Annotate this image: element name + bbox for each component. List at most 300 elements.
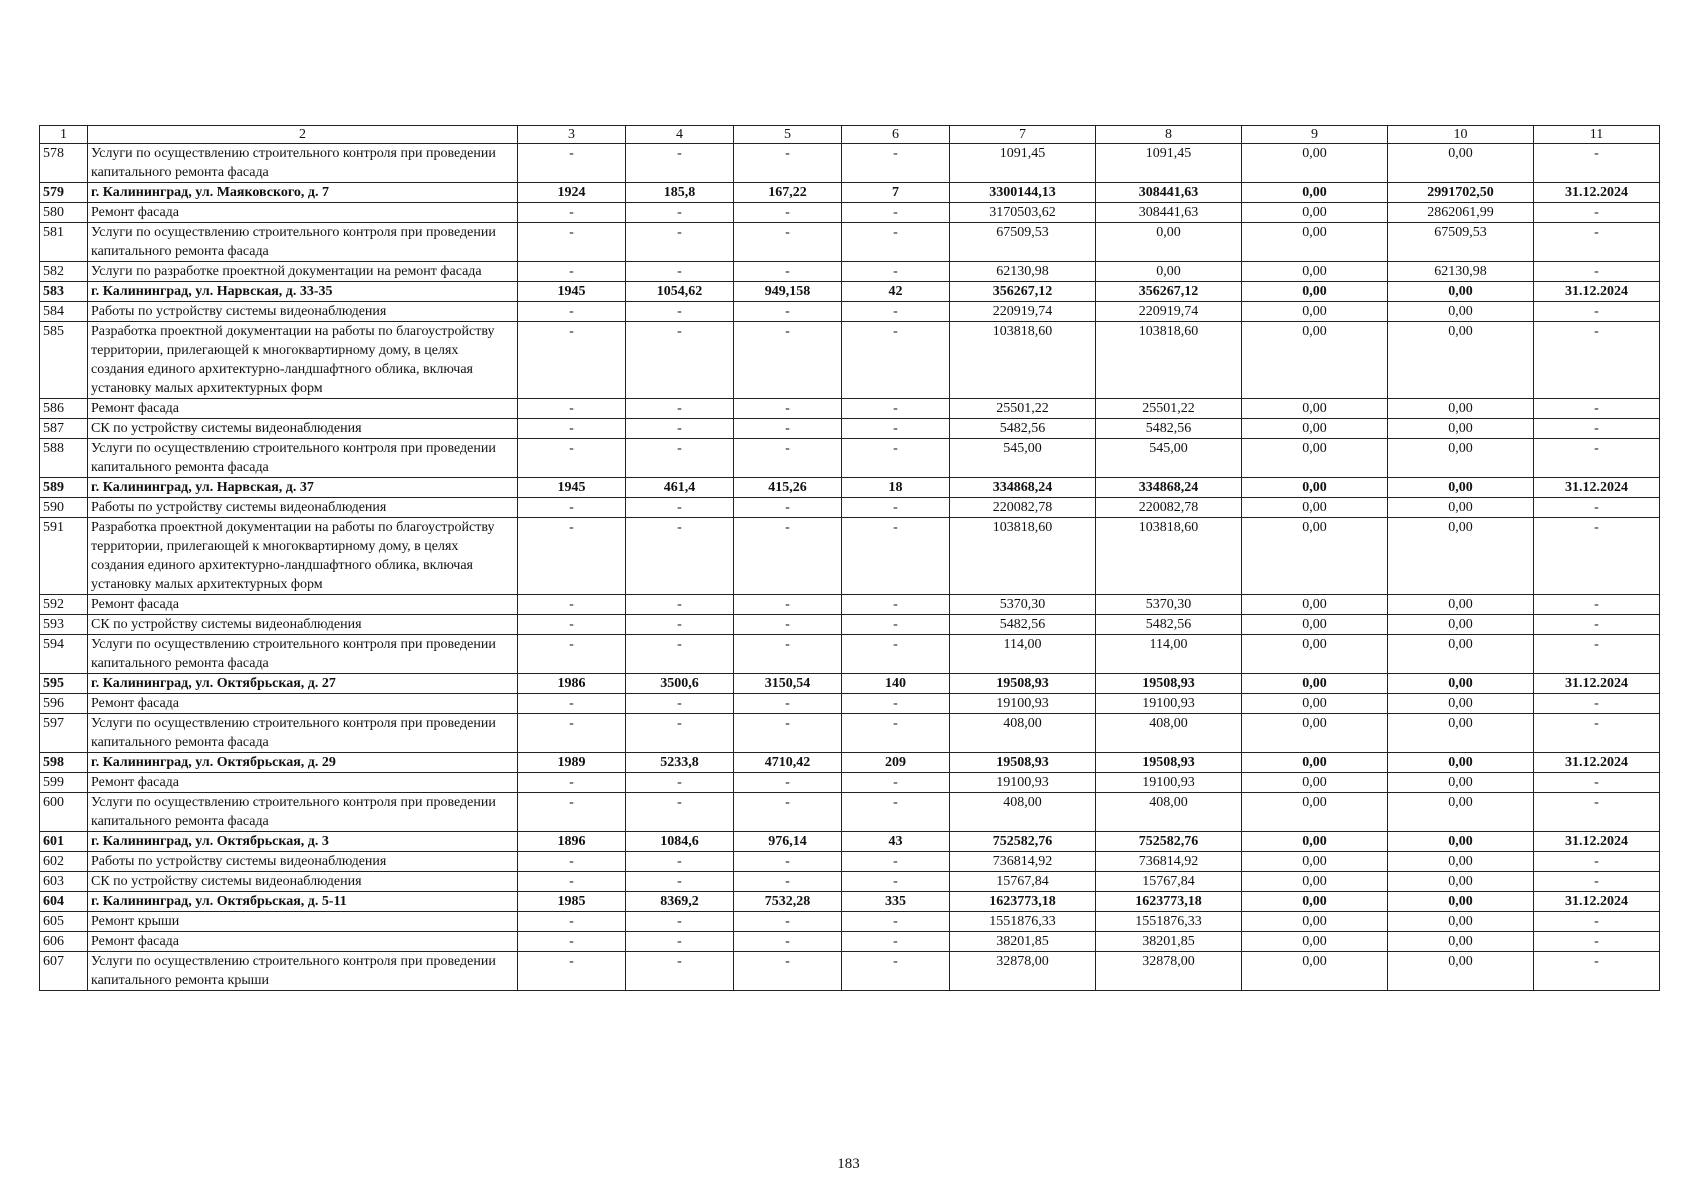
description-cell: Ремонт фасада (88, 773, 518, 793)
description-cell: Услуги по осуществлению строительного контроля при проведении капитального ремонта крыши (88, 952, 518, 991)
row-number-cell: 605 (40, 912, 88, 932)
table-row (40, 595, 1660, 615)
value-cell: 334868,24 (950, 478, 1096, 498)
value-cell: - (734, 439, 842, 478)
value-cell: - (1534, 793, 1660, 832)
row-number-cell: 607 (40, 952, 88, 991)
value-cell: - (842, 694, 950, 714)
value-cell: - (626, 714, 734, 753)
value-cell: 5233,8 (626, 753, 734, 773)
value-cell: 461,4 (626, 478, 734, 498)
value-cell: 1091,45 (1096, 144, 1242, 183)
value-cell: - (842, 399, 950, 419)
value-cell: 0,00 (1242, 674, 1388, 694)
value-cell: - (626, 322, 734, 399)
description-cell: Ремонт фасада (88, 932, 518, 952)
address-row (40, 282, 1660, 302)
value-cell: - (626, 223, 734, 262)
value-cell: - (518, 399, 626, 419)
value-cell: - (734, 912, 842, 932)
row-number-cell: 601 (40, 832, 88, 852)
value-cell: 1985 (518, 892, 626, 912)
value-cell: - (734, 302, 842, 322)
value-cell: 0,00 (1388, 302, 1534, 322)
value-cell: - (626, 852, 734, 872)
value-cell: 62130,98 (950, 262, 1096, 282)
row-number-cell: 593 (40, 615, 88, 635)
row-number-cell: 591 (40, 518, 88, 595)
value-cell: 31.12.2024 (1534, 892, 1660, 912)
value-cell: 38201,85 (950, 932, 1096, 952)
value-cell: 15767,84 (1096, 872, 1242, 892)
value-cell: 0,00 (1388, 615, 1534, 635)
value-cell: - (842, 439, 950, 478)
table-row (40, 223, 1660, 262)
description-cell: Услуги по осуществлению строительного контроля при проведении капитального ремонта фасада (88, 223, 518, 262)
value-cell: 736814,92 (1096, 852, 1242, 872)
value-cell: 19100,93 (950, 694, 1096, 714)
table-row (40, 419, 1660, 439)
row-number-cell: 584 (40, 302, 88, 322)
description-cell: Услуги по осуществлению строительного контроля при проведении капитального ремонта фасада (88, 439, 518, 478)
value-cell: 0,00 (1388, 498, 1534, 518)
table-row (40, 615, 1660, 635)
value-cell: 32878,00 (1096, 952, 1242, 991)
value-cell: - (734, 518, 842, 595)
value-cell: - (1534, 322, 1660, 399)
value-cell: - (626, 498, 734, 518)
value-cell: - (626, 419, 734, 439)
value-cell: 545,00 (1096, 439, 1242, 478)
value-cell: 0,00 (1242, 773, 1388, 793)
value-cell: - (734, 144, 842, 183)
value-cell: 0,00 (1388, 144, 1534, 183)
value-cell: - (734, 419, 842, 439)
table-row (40, 773, 1660, 793)
value-cell: 0,00 (1388, 912, 1534, 932)
value-cell: 0,00 (1388, 694, 1534, 714)
value-cell: - (518, 223, 626, 262)
row-number-cell: 602 (40, 852, 88, 872)
value-cell: 0,00 (1388, 952, 1534, 991)
table-row (40, 793, 1660, 832)
row-number-cell: 587 (40, 419, 88, 439)
value-cell: 308441,63 (1096, 183, 1242, 203)
value-cell: - (518, 322, 626, 399)
description-cell: Работы по устройству системы видеонаблюдения (88, 852, 518, 872)
row-number-cell: 599 (40, 773, 88, 793)
value-cell: 0,00 (1242, 912, 1388, 932)
table-body (40, 144, 1660, 991)
description-cell: Работы по устройству системы видеонаблюдения (88, 498, 518, 518)
value-cell: 0,00 (1242, 203, 1388, 223)
value-cell: - (518, 912, 626, 932)
value-cell: 7532,28 (734, 892, 842, 912)
value-cell: 0,00 (1242, 322, 1388, 399)
value-cell: 5370,30 (950, 595, 1096, 615)
value-cell: 43 (842, 832, 950, 852)
value-cell: 25501,22 (950, 399, 1096, 419)
description-cell: Услуги по осуществлению строительного контроля при проведении капитального ремонта фасада (88, 144, 518, 183)
row-number-cell: 581 (40, 223, 88, 262)
value-cell: 3300144,13 (950, 183, 1096, 203)
value-cell: - (842, 952, 950, 991)
row-number-cell: 606 (40, 932, 88, 952)
value-cell: 167,22 (734, 183, 842, 203)
value-cell: 0,00 (1242, 635, 1388, 674)
column-header: 11 (1534, 126, 1660, 144)
value-cell: - (734, 399, 842, 419)
value-cell: - (1534, 498, 1660, 518)
value-cell: 0,00 (1242, 892, 1388, 912)
value-cell: 1623773,18 (1096, 892, 1242, 912)
table-row (40, 635, 1660, 674)
value-cell: 0,00 (1388, 892, 1534, 912)
value-cell: 0,00 (1388, 773, 1534, 793)
value-cell: 1945 (518, 282, 626, 302)
description-cell: г. Калининград, ул. Октябрьская, д. 27 (88, 674, 518, 694)
description-cell: Услуги по осуществлению строительного контроля при проведении капитального ремонта фасада (88, 793, 518, 832)
column-header: 3 (518, 126, 626, 144)
description-cell: Ремонт крыши (88, 912, 518, 932)
row-number-cell: 596 (40, 694, 88, 714)
value-cell: 415,26 (734, 478, 842, 498)
row-number-cell: 583 (40, 282, 88, 302)
value-cell: - (518, 635, 626, 674)
address-row (40, 183, 1660, 203)
value-cell: - (734, 635, 842, 674)
value-cell: 3500,6 (626, 674, 734, 694)
value-cell: - (1534, 635, 1660, 674)
value-cell: 42 (842, 282, 950, 302)
value-cell: - (842, 302, 950, 322)
value-cell: 0,00 (1242, 262, 1388, 282)
value-cell: 103818,60 (1096, 518, 1242, 595)
value-cell: - (842, 773, 950, 793)
value-cell: - (734, 223, 842, 262)
value-cell: 0,00 (1388, 635, 1534, 674)
column-header: 9 (1242, 126, 1388, 144)
value-cell: 114,00 (950, 635, 1096, 674)
value-cell: - (734, 714, 842, 753)
value-cell: - (842, 144, 950, 183)
description-cell: г. Калининград, ул. Нарвская, д. 37 (88, 478, 518, 498)
table-row (40, 714, 1660, 753)
value-cell: - (626, 952, 734, 991)
value-cell: 15767,84 (950, 872, 1096, 892)
value-cell: 220082,78 (950, 498, 1096, 518)
value-cell: - (518, 518, 626, 595)
value-cell: 0,00 (1242, 183, 1388, 203)
value-cell: 308441,63 (1096, 203, 1242, 223)
value-cell: 32878,00 (950, 952, 1096, 991)
value-cell: - (626, 635, 734, 674)
value-cell: 0,00 (1242, 595, 1388, 615)
value-cell: - (626, 694, 734, 714)
description-cell: Ремонт фасада (88, 694, 518, 714)
value-cell: - (626, 932, 734, 952)
value-cell: 103818,60 (950, 518, 1096, 595)
value-cell: - (626, 302, 734, 322)
value-cell: 19508,93 (1096, 674, 1242, 694)
value-cell: 545,00 (950, 439, 1096, 478)
value-cell: 0,00 (1242, 832, 1388, 852)
value-cell: - (626, 773, 734, 793)
table-row (40, 322, 1660, 399)
row-number-cell: 588 (40, 439, 88, 478)
value-cell: - (518, 595, 626, 615)
value-cell: 1896 (518, 832, 626, 852)
value-cell: 8369,2 (626, 892, 734, 912)
value-cell: - (518, 419, 626, 439)
description-cell: г. Калининград, ул. Октябрьская, д. 29 (88, 753, 518, 773)
description-cell: Разработка проектной документации на работы по благоустройству территории, прилегающей к многоквартирному дому, в целях создания единого архитектурно-ландшафтного облика, включая установку малых архитектурных форм (88, 322, 518, 399)
description-cell: Услуги по разработке проектной документации на ремонт фасада (88, 262, 518, 282)
value-cell: - (734, 872, 842, 892)
value-cell: - (1534, 223, 1660, 262)
value-cell: 103818,60 (1096, 322, 1242, 399)
value-cell: 1986 (518, 674, 626, 694)
value-cell: - (626, 518, 734, 595)
value-cell: 220919,74 (1096, 302, 1242, 322)
description-cell: Работы по устройству системы видеонаблюдения (88, 302, 518, 322)
value-cell: 752582,76 (950, 832, 1096, 852)
table-row (40, 518, 1660, 595)
value-cell: - (842, 322, 950, 399)
description-cell: Ремонт фасада (88, 595, 518, 615)
row-number-cell: 597 (40, 714, 88, 753)
row-number-cell: 585 (40, 322, 88, 399)
value-cell: 0,00 (1388, 478, 1534, 498)
value-cell: 0,00 (1242, 399, 1388, 419)
value-cell: 356267,12 (1096, 282, 1242, 302)
value-cell: 0,00 (1242, 753, 1388, 773)
data-table (39, 125, 1660, 991)
value-cell: 0,00 (1388, 852, 1534, 872)
value-cell: 1551876,33 (950, 912, 1096, 932)
value-cell: 408,00 (950, 793, 1096, 832)
value-cell: 1551876,33 (1096, 912, 1242, 932)
value-cell: - (734, 595, 842, 615)
value-cell: - (518, 439, 626, 478)
value-cell: 0,00 (1388, 793, 1534, 832)
description-cell: Услуги по осуществлению строительного контроля при проведении капитального ремонта фасада (88, 714, 518, 753)
value-cell: - (626, 399, 734, 419)
value-cell: - (1534, 262, 1660, 282)
value-cell: 408,00 (1096, 793, 1242, 832)
table-header (40, 126, 1660, 144)
value-cell: - (518, 872, 626, 892)
description-cell: Разработка проектной документации на работы по благоустройству территории, прилегающей к многоквартирному дому, в целях создания единого архитектурно-ландшафтного облика, включая установку малых архитектурных форм (88, 518, 518, 595)
value-cell: - (842, 793, 950, 832)
value-cell: - (626, 912, 734, 932)
value-cell: 25501,22 (1096, 399, 1242, 419)
value-cell: - (842, 932, 950, 952)
description-cell: Ремонт фасада (88, 203, 518, 223)
value-cell: - (734, 615, 842, 635)
value-cell: - (626, 793, 734, 832)
value-cell: - (626, 872, 734, 892)
value-cell: - (842, 635, 950, 674)
value-cell: - (734, 793, 842, 832)
table-row (40, 144, 1660, 183)
column-header: 5 (734, 126, 842, 144)
value-cell: 2991702,50 (1388, 183, 1534, 203)
value-cell: 0,00 (1242, 282, 1388, 302)
value-cell: 0,00 (1242, 223, 1388, 262)
description-cell: СК по устройству системы видеонаблюдения (88, 615, 518, 635)
value-cell: 0,00 (1242, 793, 1388, 832)
table-row (40, 852, 1660, 872)
value-cell: 31.12.2024 (1534, 478, 1660, 498)
value-cell: 1091,45 (950, 144, 1096, 183)
value-cell: 31.12.2024 (1534, 832, 1660, 852)
value-cell: - (1534, 872, 1660, 892)
value-cell: - (734, 322, 842, 399)
value-cell: 7 (842, 183, 950, 203)
value-cell: 736814,92 (950, 852, 1096, 872)
column-header: 6 (842, 126, 950, 144)
value-cell: 19100,93 (1096, 694, 1242, 714)
row-number-cell: 580 (40, 203, 88, 223)
value-cell: 0,00 (1388, 399, 1534, 419)
value-cell: 19508,93 (950, 753, 1096, 773)
value-cell: 19508,93 (950, 674, 1096, 694)
table-row (40, 262, 1660, 282)
value-cell: 0,00 (1388, 872, 1534, 892)
description-cell: Услуги по осуществлению строительного контроля при проведении капитального ремонта фасада (88, 635, 518, 674)
value-cell: - (518, 262, 626, 282)
value-cell: 0,00 (1242, 714, 1388, 753)
value-cell: - (1534, 852, 1660, 872)
address-row (40, 832, 1660, 852)
value-cell: - (518, 302, 626, 322)
description-cell: СК по устройству системы видеонаблюдения (88, 419, 518, 439)
table-row (40, 932, 1660, 952)
value-cell: 0,00 (1242, 932, 1388, 952)
table-row (40, 439, 1660, 478)
column-header: 4 (626, 126, 734, 144)
value-cell: 1924 (518, 183, 626, 203)
value-cell: 0,00 (1388, 674, 1534, 694)
value-cell: - (626, 595, 734, 615)
value-cell: - (626, 262, 734, 282)
value-cell: 0,00 (1242, 419, 1388, 439)
address-row (40, 674, 1660, 694)
value-cell: - (842, 852, 950, 872)
row-number-cell: 582 (40, 262, 88, 282)
row-number-cell: 604 (40, 892, 88, 912)
description-cell: СК по устройству системы видеонаблюдения (88, 872, 518, 892)
value-cell: 19100,93 (1096, 773, 1242, 793)
value-cell: - (842, 203, 950, 223)
value-cell: - (518, 793, 626, 832)
address-row (40, 478, 1660, 498)
description-cell: Ремонт фасада (88, 399, 518, 419)
value-cell: - (518, 773, 626, 793)
value-cell: 220082,78 (1096, 498, 1242, 518)
value-cell: - (518, 714, 626, 753)
value-cell: 0,00 (1242, 872, 1388, 892)
value-cell: 0,00 (1388, 832, 1534, 852)
column-header: 2 (88, 126, 518, 144)
value-cell: 67509,53 (1388, 223, 1534, 262)
value-cell: 0,00 (1388, 753, 1534, 773)
value-cell: - (842, 872, 950, 892)
value-cell: 31.12.2024 (1534, 674, 1660, 694)
row-number-cell: 594 (40, 635, 88, 674)
value-cell: - (1534, 773, 1660, 793)
value-cell: 0,00 (1096, 223, 1242, 262)
value-cell: 0,00 (1242, 952, 1388, 991)
value-cell: 5482,56 (1096, 615, 1242, 635)
value-cell: - (1534, 518, 1660, 595)
value-cell: 0,00 (1388, 282, 1534, 302)
value-cell: 31.12.2024 (1534, 183, 1660, 203)
row-number-cell: 586 (40, 399, 88, 419)
value-cell: - (1534, 302, 1660, 322)
value-cell: 0,00 (1242, 478, 1388, 498)
value-cell: - (734, 498, 842, 518)
description-cell: г. Калининград, ул. Октябрьская, д. 5-11 (88, 892, 518, 912)
value-cell: 0,00 (1242, 615, 1388, 635)
value-cell: 408,00 (1096, 714, 1242, 753)
value-cell: 31.12.2024 (1534, 753, 1660, 773)
value-cell: 1054,62 (626, 282, 734, 302)
value-cell: 752582,76 (1096, 832, 1242, 852)
value-cell: 0,00 (1242, 518, 1388, 595)
value-cell: - (1534, 714, 1660, 753)
column-header: 1 (40, 126, 88, 144)
value-cell: - (626, 439, 734, 478)
value-cell: - (842, 262, 950, 282)
value-cell: 19508,93 (1096, 753, 1242, 773)
value-cell: 1989 (518, 753, 626, 773)
value-cell: - (626, 203, 734, 223)
header-row (40, 126, 1660, 144)
value-cell: - (1534, 439, 1660, 478)
value-cell: 5370,30 (1096, 595, 1242, 615)
table-row (40, 694, 1660, 714)
value-cell: - (1534, 399, 1660, 419)
description-cell: г. Калининград, ул. Октябрьская, д. 3 (88, 832, 518, 852)
table-row (40, 302, 1660, 322)
value-cell: - (734, 203, 842, 223)
value-cell: - (626, 144, 734, 183)
value-cell: - (842, 615, 950, 635)
table-row (40, 203, 1660, 223)
value-cell: 0,00 (1096, 262, 1242, 282)
row-number-cell: 592 (40, 595, 88, 615)
value-cell: 220919,74 (950, 302, 1096, 322)
value-cell: 3170503,62 (950, 203, 1096, 223)
description-cell: г. Калининград, ул. Маяковского, д. 7 (88, 183, 518, 203)
value-cell: 949,158 (734, 282, 842, 302)
value-cell: - (1534, 144, 1660, 183)
value-cell: - (1534, 595, 1660, 615)
value-cell: 0,00 (1388, 714, 1534, 753)
table-row (40, 872, 1660, 892)
value-cell: 0,00 (1242, 694, 1388, 714)
value-cell: 0,00 (1242, 302, 1388, 322)
value-cell: - (1534, 694, 1660, 714)
value-cell: 0,00 (1388, 419, 1534, 439)
value-cell: 0,00 (1388, 518, 1534, 595)
value-cell: - (842, 498, 950, 518)
address-row (40, 753, 1660, 773)
value-cell: 0,00 (1242, 498, 1388, 518)
value-cell: - (626, 615, 734, 635)
